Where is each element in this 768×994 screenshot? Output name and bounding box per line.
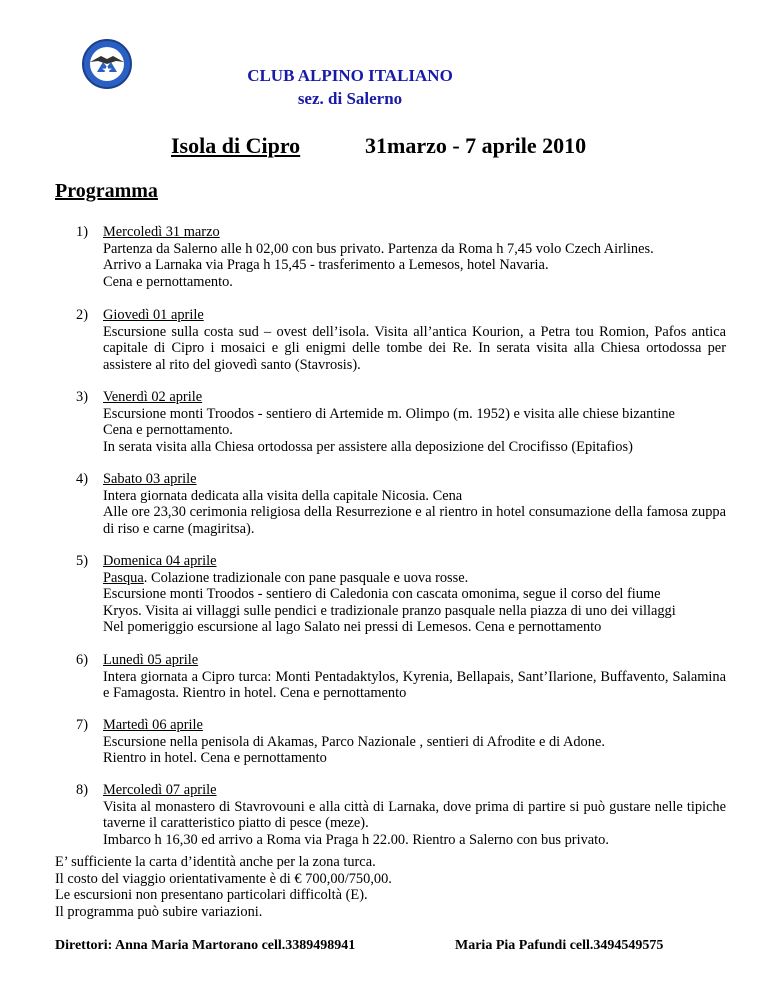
day-line: Arrivo a Larnaka via Praga h 15,45 - trasferimento a Lemesos, hotel Navaria. [103, 257, 549, 274]
note-line: Il costo del viaggio orientativamente è di € 700,00/750,00. [55, 870, 392, 887]
day-line: Nel pomeriggio escursione al lago Salato nei pressi di Lemesos. Cena e pernottamento [103, 619, 602, 636]
trip-destination: Isola di Cipro [171, 133, 301, 158]
day-number: 2) [76, 307, 88, 323]
day-line: Escursione sulla costa sud – ovest dell’isola. Visita all’antica Kourion, a Petra tou Romion, Pafos antica capitale di Cipro i mosaici e gli enigmi delle tombe dei Re. In serata visita alla Chiesa ortodossa per assistere al rito del giovedì santo (Stavrosis). [103, 323, 726, 373]
day-line: In serata visita alla Chiesa ortodossa per assistere alla deposizione del Crocifisso (Epitafios) [103, 438, 633, 455]
pasqua-text: . Colazione tradizionale con pane pasquale e uova rosse. [143, 569, 469, 586]
note-line: Le escursioni non presentano particolari difficoltà (E). [55, 887, 368, 904]
day-line: Alle ore 23,30 cerimonia religiosa della Resurrezione e al rientro in hotel consumazione della famosa zuppa di riso e carne (magiritsa). [103, 504, 726, 537]
programma-heading: Programma [55, 180, 158, 202]
itinerary-day [76, 553, 726, 636]
day-line: Imbarco h 16,30 ed arrivo a Roma via Praga h 22.00. Rientro a Salerno con bus privato. [103, 831, 609, 848]
organization-section: sez. di Salerno [297, 89, 403, 108]
day-number: 7) [76, 717, 88, 733]
note-line: Il programma può subire variazioni. [55, 903, 263, 920]
note-line: E’ sufficiente la carta d’identità anche per la zona turca. [55, 854, 376, 870]
day-heading: Mercoledì 31 marzo [103, 224, 220, 240]
itinerary-day [76, 782, 726, 848]
organization-name: CLUB ALPINO ITALIANO [247, 66, 453, 85]
day-line: Escursione nella penisola di Akamas, Parco Nazionale , sentieri di Afrodite e di Adone. [103, 733, 605, 750]
day-line: Cena e pernottamento. [103, 273, 233, 290]
itinerary-day [76, 652, 726, 702]
day-number: 3) [76, 389, 88, 405]
itinerary-day [76, 307, 726, 373]
directors-contact: Direttori: Anna Maria Martorano cell.3389498941 [55, 938, 356, 953]
day-line: Escursione monti Troodos - sentiero di Caledonia con cascata omonima, segue il corso del fiume [103, 586, 661, 603]
second-director-contact: Maria Pia Pafundi cell.3494549575 [455, 938, 664, 953]
day-number: 8) [76, 782, 88, 798]
day-heading: Mercoledì 07 aprile [103, 782, 217, 798]
day-line: Visita al monastero di Stavrovouni e alla città di Larnaka, dove prima di partire si può gustare nelle tipiche taverne il caratteristico piatto di pesce (meze). [103, 798, 726, 832]
day-number: 1) [76, 224, 88, 240]
day-line: Rientro in hotel. Cena e pernottamento [103, 750, 327, 767]
day-number: 6) [76, 652, 88, 668]
day-line [103, 570, 726, 587]
itinerary-day [76, 471, 726, 537]
day-line: Partenza da Salerno alle h 02,00 con bus privato. Partenza da Roma h 7,45 volo Czech Airlines. [103, 240, 654, 257]
day-line: Kryos. Visita ai villaggi sulle pendici e tradizionale pranzo pasquale nella piazza di uno dei villaggi [103, 602, 676, 619]
day-heading: Venerdì 02 aprile [103, 389, 203, 405]
pasqua-label: Pasqua [103, 569, 144, 586]
trip-dates: 31marzo - 7 aprile 2010 [365, 133, 587, 158]
day-line: Escursione monti Troodos - sentiero di Artemide m. Olimpo (m. 1952) e visita alle chiese bizantine [103, 405, 675, 422]
itinerary-day [76, 717, 726, 767]
day-line: Cena e pernottamento. [103, 422, 233, 439]
day-heading: Lunedì 05 aprile [103, 652, 199, 668]
itinerary-day [76, 224, 726, 290]
itinerary-day [76, 389, 726, 455]
day-heading: Giovedì 01 aprile [103, 307, 204, 323]
day-number: 5) [76, 553, 88, 569]
day-line: Intera giornata dedicata alla visita della capitale Nicosia. Cena [103, 487, 463, 504]
day-heading: Sabato 03 aprile [103, 471, 197, 487]
day-line: Intera giornata a Cipro turca: Monti Pentadaktylos, Kyrenia, Bellapais, Sant’Ilarione, Buffavento, Salamina e Famagosta. Rientro in hotel. Cena e pernottamento [103, 668, 726, 702]
day-heading: Martedì 06 aprile [103, 717, 203, 733]
day-number: 4) [76, 471, 88, 487]
day-heading: Domenica 04 aprile [103, 553, 217, 569]
trip-notes [55, 854, 392, 920]
